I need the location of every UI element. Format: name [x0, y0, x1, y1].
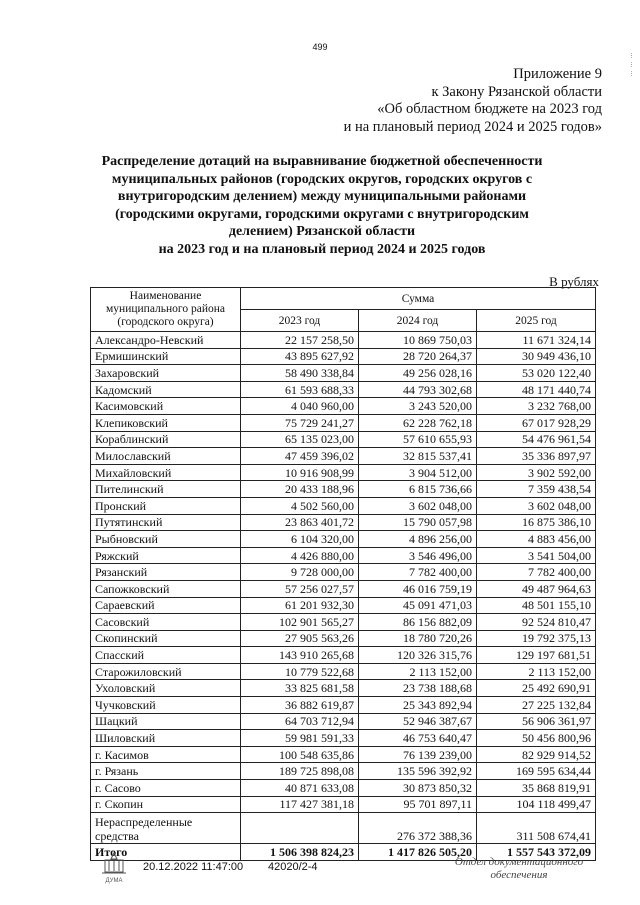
value-2025-cell: 25 492 690,91	[477, 680, 596, 697]
district-name-cell: Захаровский	[91, 365, 241, 382]
stamp-line: Отдел документационного	[454, 856, 584, 868]
value-2023-cell: 65 135 023,00	[241, 431, 359, 448]
value-2024-cell: 1 417 826 505,20	[359, 844, 477, 861]
value-2023-cell: 102 901 565,27	[241, 614, 359, 631]
table-row	[91, 647, 596, 664]
value-2024-cell: 32 815 537,41	[359, 448, 477, 465]
value-2023-cell: 33 825 681,58	[241, 680, 359, 697]
title-line: на 2023 год и на плановый период 2024 и 2025 годов	[158, 241, 486, 257]
value-2025-cell: 169 595 634,44	[477, 763, 596, 780]
value-2024-cell: 120 326 315,76	[359, 647, 477, 664]
table-row	[91, 531, 596, 548]
edge-mark: ………	[629, 52, 636, 79]
duma-emblem-icon	[98, 851, 130, 885]
value-2024-cell: 52 946 387,67	[359, 713, 477, 730]
column-header-2025: 2025 год	[477, 310, 596, 332]
title-line: делением) Рязанской области	[228, 224, 416, 239]
value-2024-cell: 6 815 736,66	[359, 481, 477, 498]
table-row	[91, 780, 596, 797]
table-row	[91, 630, 596, 647]
value-2023-cell: 20 433 188,96	[241, 481, 359, 498]
value-2023-cell: 47 459 396,02	[241, 448, 359, 465]
table-row	[91, 730, 596, 747]
value-2023-cell: 58 490 338,84	[241, 365, 359, 382]
value-2025-cell: 49 487 964,63	[477, 580, 596, 597]
district-name-cell: Ряжский	[91, 547, 241, 564]
value-2023-cell: 23 863 401,72	[241, 514, 359, 531]
district-name-cell: г. Касимов	[91, 746, 241, 763]
value-2023-cell: 75 729 241,27	[241, 414, 359, 431]
column-header-2023: 2023 год	[241, 310, 359, 332]
value-2024-cell: 57 610 655,93	[359, 431, 477, 448]
table-row	[91, 414, 596, 431]
value-2025-cell: 92 524 810,47	[477, 614, 596, 631]
value-2024-cell: 23 738 188,68	[359, 680, 477, 697]
value-2024-cell: 15 790 057,98	[359, 514, 477, 531]
value-2025-cell: 54 476 961,54	[477, 431, 596, 448]
value-2024-cell: 46 753 640,47	[359, 730, 477, 747]
value-2023-cell: 117 427 381,18	[241, 796, 359, 813]
district-name-cell: Скопинский	[91, 630, 241, 647]
value-2023-cell: 64 703 712,94	[241, 713, 359, 730]
logo-text: ДУМА	[105, 878, 123, 884]
value-2023-cell: 61 593 688,33	[241, 381, 359, 398]
value-2025-cell: 7 782 400,00	[477, 564, 596, 581]
value-2024-cell: 276 372 388,36	[359, 813, 477, 844]
value-2023-cell: 61 201 932,30	[241, 597, 359, 614]
table-row	[91, 365, 596, 382]
table-row	[91, 332, 596, 349]
value-2025-cell: 53 020 122,40	[477, 365, 596, 382]
value-2024-cell: 62 228 762,18	[359, 414, 477, 431]
value-2024-cell: 18 780 720,26	[359, 630, 477, 647]
table-row	[91, 813, 596, 844]
title-line: внутригородским делением) между муниципальными районами	[117, 189, 527, 204]
footer-code: 42020/2-4	[268, 861, 318, 873]
value-2024-cell: 95 701 897,11	[359, 796, 477, 813]
value-2024-cell: 10 869 750,03	[359, 332, 477, 349]
table-row	[91, 431, 596, 448]
district-name-cell: Рязанский	[91, 564, 241, 581]
value-2024-cell: 76 139 239,00	[359, 746, 477, 763]
value-2025-cell: 56 906 361,97	[477, 713, 596, 730]
title-line: Распределение дотаций на выравнивание бюджетной обеспеченности	[101, 154, 543, 169]
value-2023-cell: 100 548 635,86	[241, 746, 359, 763]
value-2023-cell: 40 871 633,08	[241, 780, 359, 797]
table-row	[91, 614, 596, 631]
value-2024-cell: 46 016 759,19	[359, 580, 477, 597]
table-row	[91, 763, 596, 780]
value-2025-cell: 3 232 768,00	[477, 398, 596, 415]
value-2024-cell: 44 793 302,68	[359, 381, 477, 398]
district-name-cell: Касимовский	[91, 398, 241, 415]
title-line: (городскими округами, городскими округами с внутригородским	[115, 206, 529, 222]
value-2023-cell: 189 725 898,08	[241, 763, 359, 780]
appendix-line: и на плановый период 2024 и 2025 годов»	[343, 118, 602, 135]
footer-stamp	[444, 856, 594, 882]
column-header-name: Наименование муниципального района (городского округа)	[91, 288, 241, 332]
district-name-cell: Кадомский	[91, 381, 241, 398]
value-2023-cell: 36 882 619,87	[241, 697, 359, 714]
district-name-cell: Сасовский	[91, 614, 241, 631]
value-2024-cell: 49 256 028,16	[359, 365, 477, 382]
value-2025-cell: 30 949 436,10	[477, 348, 596, 365]
district-name-cell: Сапожковский	[91, 580, 241, 597]
value-2023-cell: 57 256 027,57	[241, 580, 359, 597]
value-2023-cell: 4 040 960,00	[241, 398, 359, 415]
unit-label: В рублях	[549, 274, 599, 289]
value-2023-cell: 1 506 398 824,23	[241, 844, 359, 861]
value-2025-cell: 3 541 504,00	[477, 547, 596, 564]
district-name-cell: Нераспределенные средства	[91, 813, 241, 844]
value-2025-cell: 19 792 375,13	[477, 630, 596, 647]
table-row	[91, 580, 596, 597]
value-2023-cell: 43 895 627,92	[241, 348, 359, 365]
value-2023-cell: 143 910 265,68	[241, 647, 359, 664]
page-number: 499	[312, 42, 328, 52]
table-row	[91, 497, 596, 514]
district-name-cell: Чучковский	[91, 697, 241, 714]
value-2024-cell: 28 720 264,37	[359, 348, 477, 365]
value-2025-cell: 2 113 152,00	[477, 663, 596, 680]
value-2025-cell: 27 225 132,84	[477, 697, 596, 714]
district-name-cell: г. Скопин	[91, 796, 241, 813]
district-name-cell: г. Рязань	[91, 763, 241, 780]
value-2024-cell: 45 091 471,03	[359, 597, 477, 614]
district-name-cell: Ухоловский	[91, 680, 241, 697]
subsidy-table	[90, 287, 596, 861]
column-header-2024: 2024 год	[359, 310, 477, 332]
table-row	[91, 464, 596, 481]
appendix-line: к Закону Рязанской области	[431, 83, 602, 100]
table-row	[91, 713, 596, 730]
district-name-cell: Кораблинский	[91, 431, 241, 448]
value-2025-cell: 50 456 800,96	[477, 730, 596, 747]
table-body	[91, 332, 596, 861]
value-2024-cell: 3 243 520,00	[359, 398, 477, 415]
district-name-cell: г. Сасово	[91, 780, 241, 797]
table-row	[91, 381, 596, 398]
value-2025-cell: 35 868 819,91	[477, 780, 596, 797]
value-2023-cell: 10 779 522,68	[241, 663, 359, 680]
value-2023-cell: 4 426 880,00	[241, 547, 359, 564]
value-2025-cell: 311 508 674,41	[477, 813, 596, 844]
district-name-cell: Клепиковский	[91, 414, 241, 431]
value-2024-cell: 3 602 048,00	[359, 497, 477, 514]
table-row	[91, 746, 596, 763]
table-row	[91, 663, 596, 680]
value-2025-cell: 1 557 543 372,09	[477, 844, 596, 861]
table-row	[91, 547, 596, 564]
district-name-cell: Пителинский	[91, 481, 241, 498]
value-2025-cell: 4 883 456,00	[477, 531, 596, 548]
value-2025-cell: 129 197 681,51	[477, 647, 596, 664]
value-2025-cell: 48 171 440,74	[477, 381, 596, 398]
district-name-cell: Сараевский	[91, 597, 241, 614]
appendix-line: Приложение 9	[513, 66, 602, 82]
appendix-line: «Об областном бюджете на 2023 год	[377, 101, 602, 117]
value-2023-cell: 9 728 000,00	[241, 564, 359, 581]
value-2025-cell: 35 336 897,97	[477, 448, 596, 465]
district-name-cell: Спасский	[91, 647, 241, 664]
district-name-cell: Итого	[91, 844, 241, 861]
value-2023-cell: 6 104 320,00	[241, 531, 359, 548]
table-row	[91, 448, 596, 465]
footer-date: 20.12.2022 11:47:00	[143, 861, 244, 873]
appendix-header	[344, 66, 602, 136]
table-row	[91, 796, 596, 813]
value-2025-cell: 104 118 499,47	[477, 796, 596, 813]
document-title	[90, 153, 554, 258]
value-2024-cell: 30 873 850,32	[359, 780, 477, 797]
table-row	[91, 597, 596, 614]
district-name-cell: Шиловский	[91, 730, 241, 747]
district-name-cell: Пронский	[91, 497, 241, 514]
value-2025-cell: 11 671 324,14	[477, 332, 596, 349]
value-2023-cell: 27 905 563,26	[241, 630, 359, 647]
table-row	[91, 514, 596, 531]
value-2023-cell: 4 502 560,00	[241, 497, 359, 514]
value-2025-cell: 16 875 386,10	[477, 514, 596, 531]
table-row	[91, 398, 596, 415]
table-row	[91, 680, 596, 697]
district-name-cell: Шацкий	[91, 713, 241, 730]
value-2023-cell: 22 157 258,50	[241, 332, 359, 349]
column-header-sum: Сумма	[241, 288, 596, 310]
title-line: муниципальных районов (городских округов, городских округов с	[111, 171, 533, 187]
value-2025-cell: 48 501 155,10	[477, 597, 596, 614]
value-2024-cell: 3 904 512,00	[359, 464, 477, 481]
value-2025-cell: 82 929 914,52	[477, 746, 596, 763]
table-row	[91, 481, 596, 498]
district-name-cell: Михайловский	[91, 464, 241, 481]
value-2024-cell: 3 546 496,00	[359, 547, 477, 564]
district-name-cell: Александро-Невский	[91, 332, 241, 349]
value-2025-cell: 3 902 592,00	[477, 464, 596, 481]
value-2024-cell: 86 156 882,09	[359, 614, 477, 631]
value-2024-cell: 135 596 392,92	[359, 763, 477, 780]
value-2024-cell: 25 343 892,94	[359, 697, 477, 714]
value-2025-cell: 67 017 928,29	[477, 414, 596, 431]
value-2024-cell: 4 896 256,00	[359, 531, 477, 548]
value-2023-cell: 59 981 591,33	[241, 730, 359, 747]
district-name-cell: Старожиловский	[91, 663, 241, 680]
stamp-line: обеспечения	[490, 869, 548, 881]
district-name-cell: Путятинский	[91, 514, 241, 531]
value-2025-cell: 7 359 438,54	[477, 481, 596, 498]
value-2023-cell	[241, 813, 359, 844]
district-name-cell: Рыбновский	[91, 531, 241, 548]
table-row	[91, 348, 596, 365]
district-name-cell: Милославский	[91, 448, 241, 465]
district-name-cell: Ермишинский	[91, 348, 241, 365]
value-2024-cell: 2 113 152,00	[359, 663, 477, 680]
value-2025-cell: 3 602 048,00	[477, 497, 596, 514]
table-row	[91, 697, 596, 714]
value-2023-cell: 10 916 908,99	[241, 464, 359, 481]
value-2024-cell: 7 782 400,00	[359, 564, 477, 581]
table-row	[91, 564, 596, 581]
